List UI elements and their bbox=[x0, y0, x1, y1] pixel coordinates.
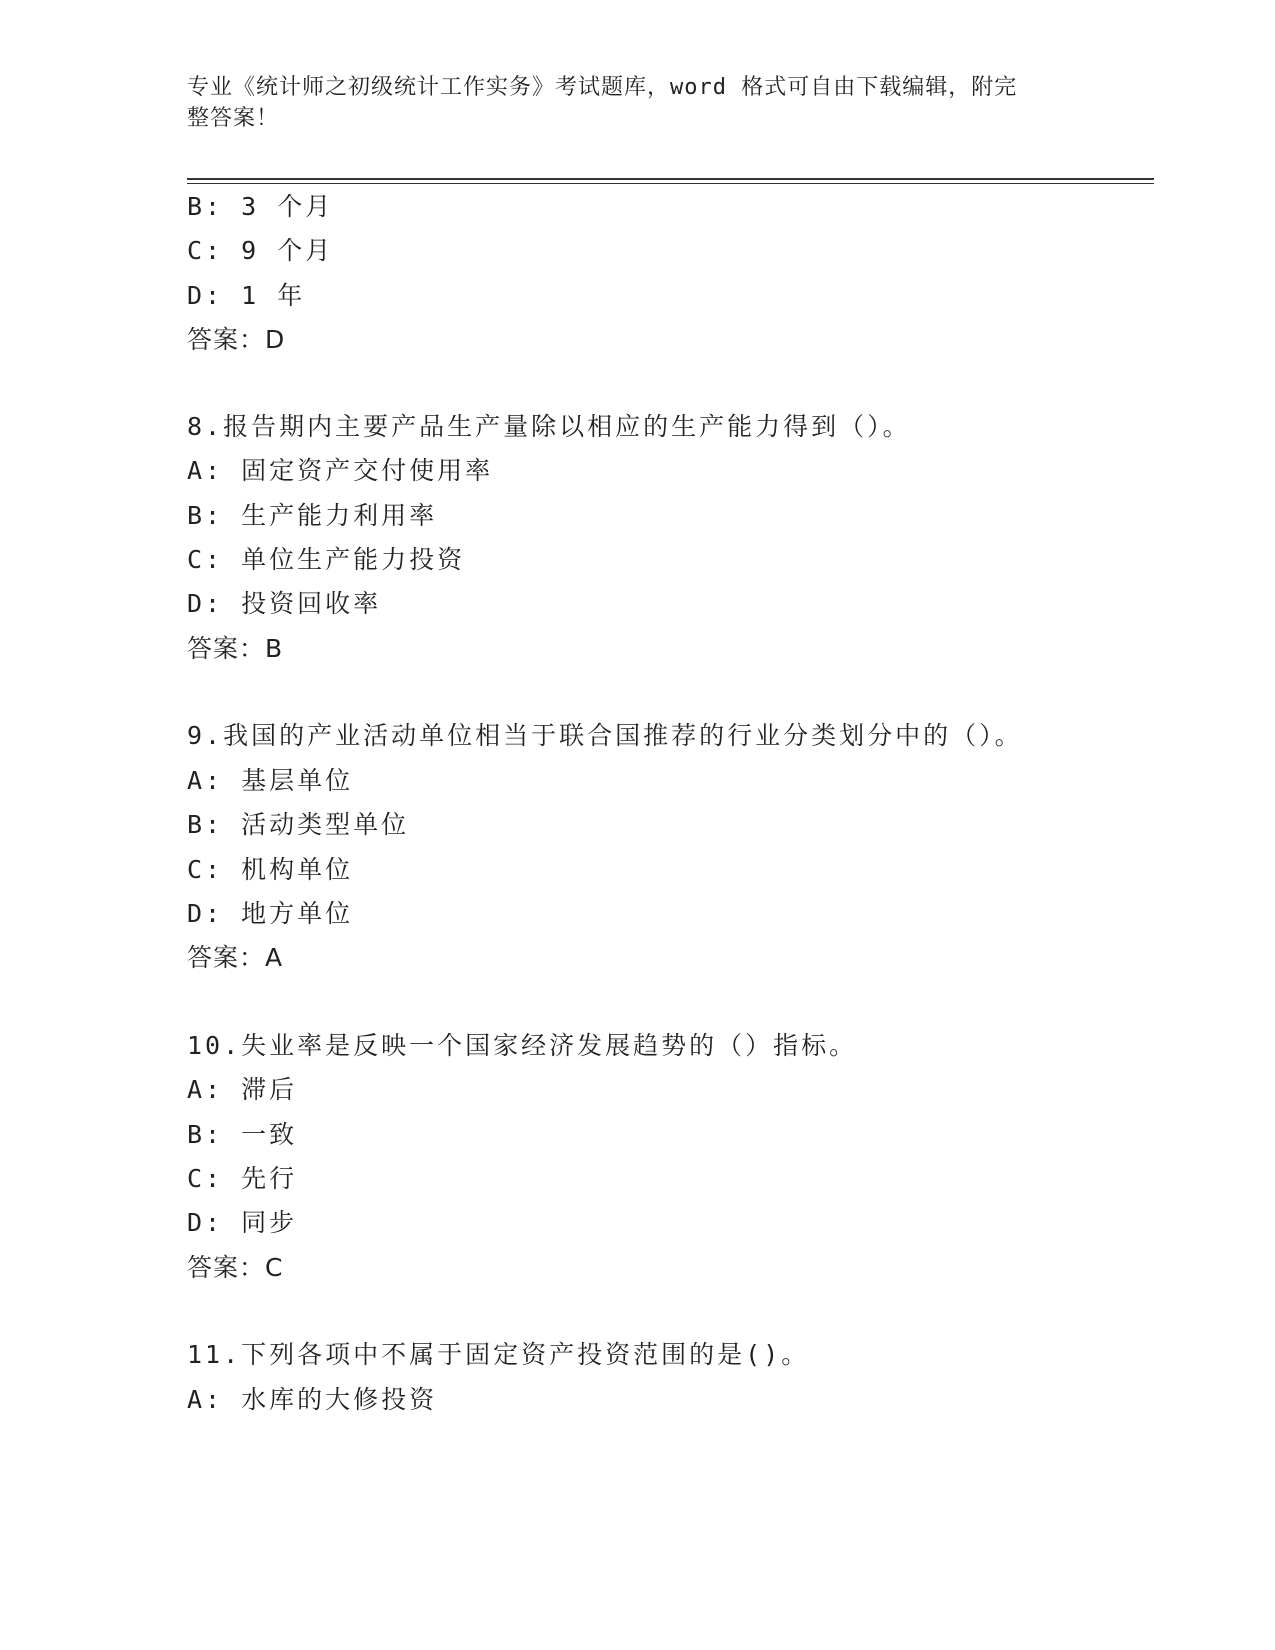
q10-option-b: B: 一致 bbox=[187, 1120, 298, 1149]
q10-answer: 答案：C bbox=[187, 1253, 284, 1282]
q9-option-d: D: 地方单位 bbox=[187, 899, 354, 928]
q8-option-d: D: 投资回收率 bbox=[187, 589, 382, 618]
q10-option-d: D: 同步 bbox=[187, 1208, 298, 1237]
q8-question: 8.报告期内主要产品生产量除以相应的生产能力得到（）。 bbox=[187, 412, 911, 441]
q8-option-c: C: 单位生产能力投资 bbox=[187, 545, 466, 574]
header-line-1: 专业《统计师之初级统计工作实务》考试题库，word 格式可自由下载编辑，附完 bbox=[187, 75, 1018, 100]
q8-answer: 答案：B bbox=[187, 634, 284, 663]
header-divider-thick bbox=[187, 178, 1154, 180]
q7-answer: 答案：D bbox=[187, 325, 286, 354]
q9-option-a: A: 基层单位 bbox=[187, 766, 354, 795]
q10-option-a: A: 滞后 bbox=[187, 1075, 298, 1104]
q8-option-b: B: 生产能力利用率 bbox=[187, 501, 438, 530]
q7-option-b: B: 3 个月 bbox=[187, 192, 334, 221]
q7-option-c: C: 9 个月 bbox=[187, 236, 334, 265]
q9-answer: 答案：A bbox=[187, 943, 284, 972]
q10-question: 10.失业率是反映一个国家经济发展趋势的（）指标。 bbox=[187, 1031, 858, 1060]
q7-option-d: D: 1 年 bbox=[187, 281, 306, 310]
q9-option-b: B: 活动类型单位 bbox=[187, 810, 410, 839]
q11-option-a: A: 水库的大修投资 bbox=[187, 1385, 438, 1414]
header-line-2: 整答案！ bbox=[187, 106, 280, 131]
header-divider-thin bbox=[187, 183, 1154, 184]
q9-option-c: C: 机构单位 bbox=[187, 855, 354, 884]
document-header bbox=[187, 72, 1067, 134]
q8-option-a: A: 固定资产交付使用率 bbox=[187, 456, 494, 485]
q9-question: 9.我国的产业活动单位相当于联合国推荐的行业分类划分中的（）。 bbox=[187, 721, 1023, 750]
q11-question: 11.下列各项中不属于固定资产投资范围的是()。 bbox=[187, 1340, 810, 1369]
q10-option-c: C: 先行 bbox=[187, 1164, 298, 1193]
